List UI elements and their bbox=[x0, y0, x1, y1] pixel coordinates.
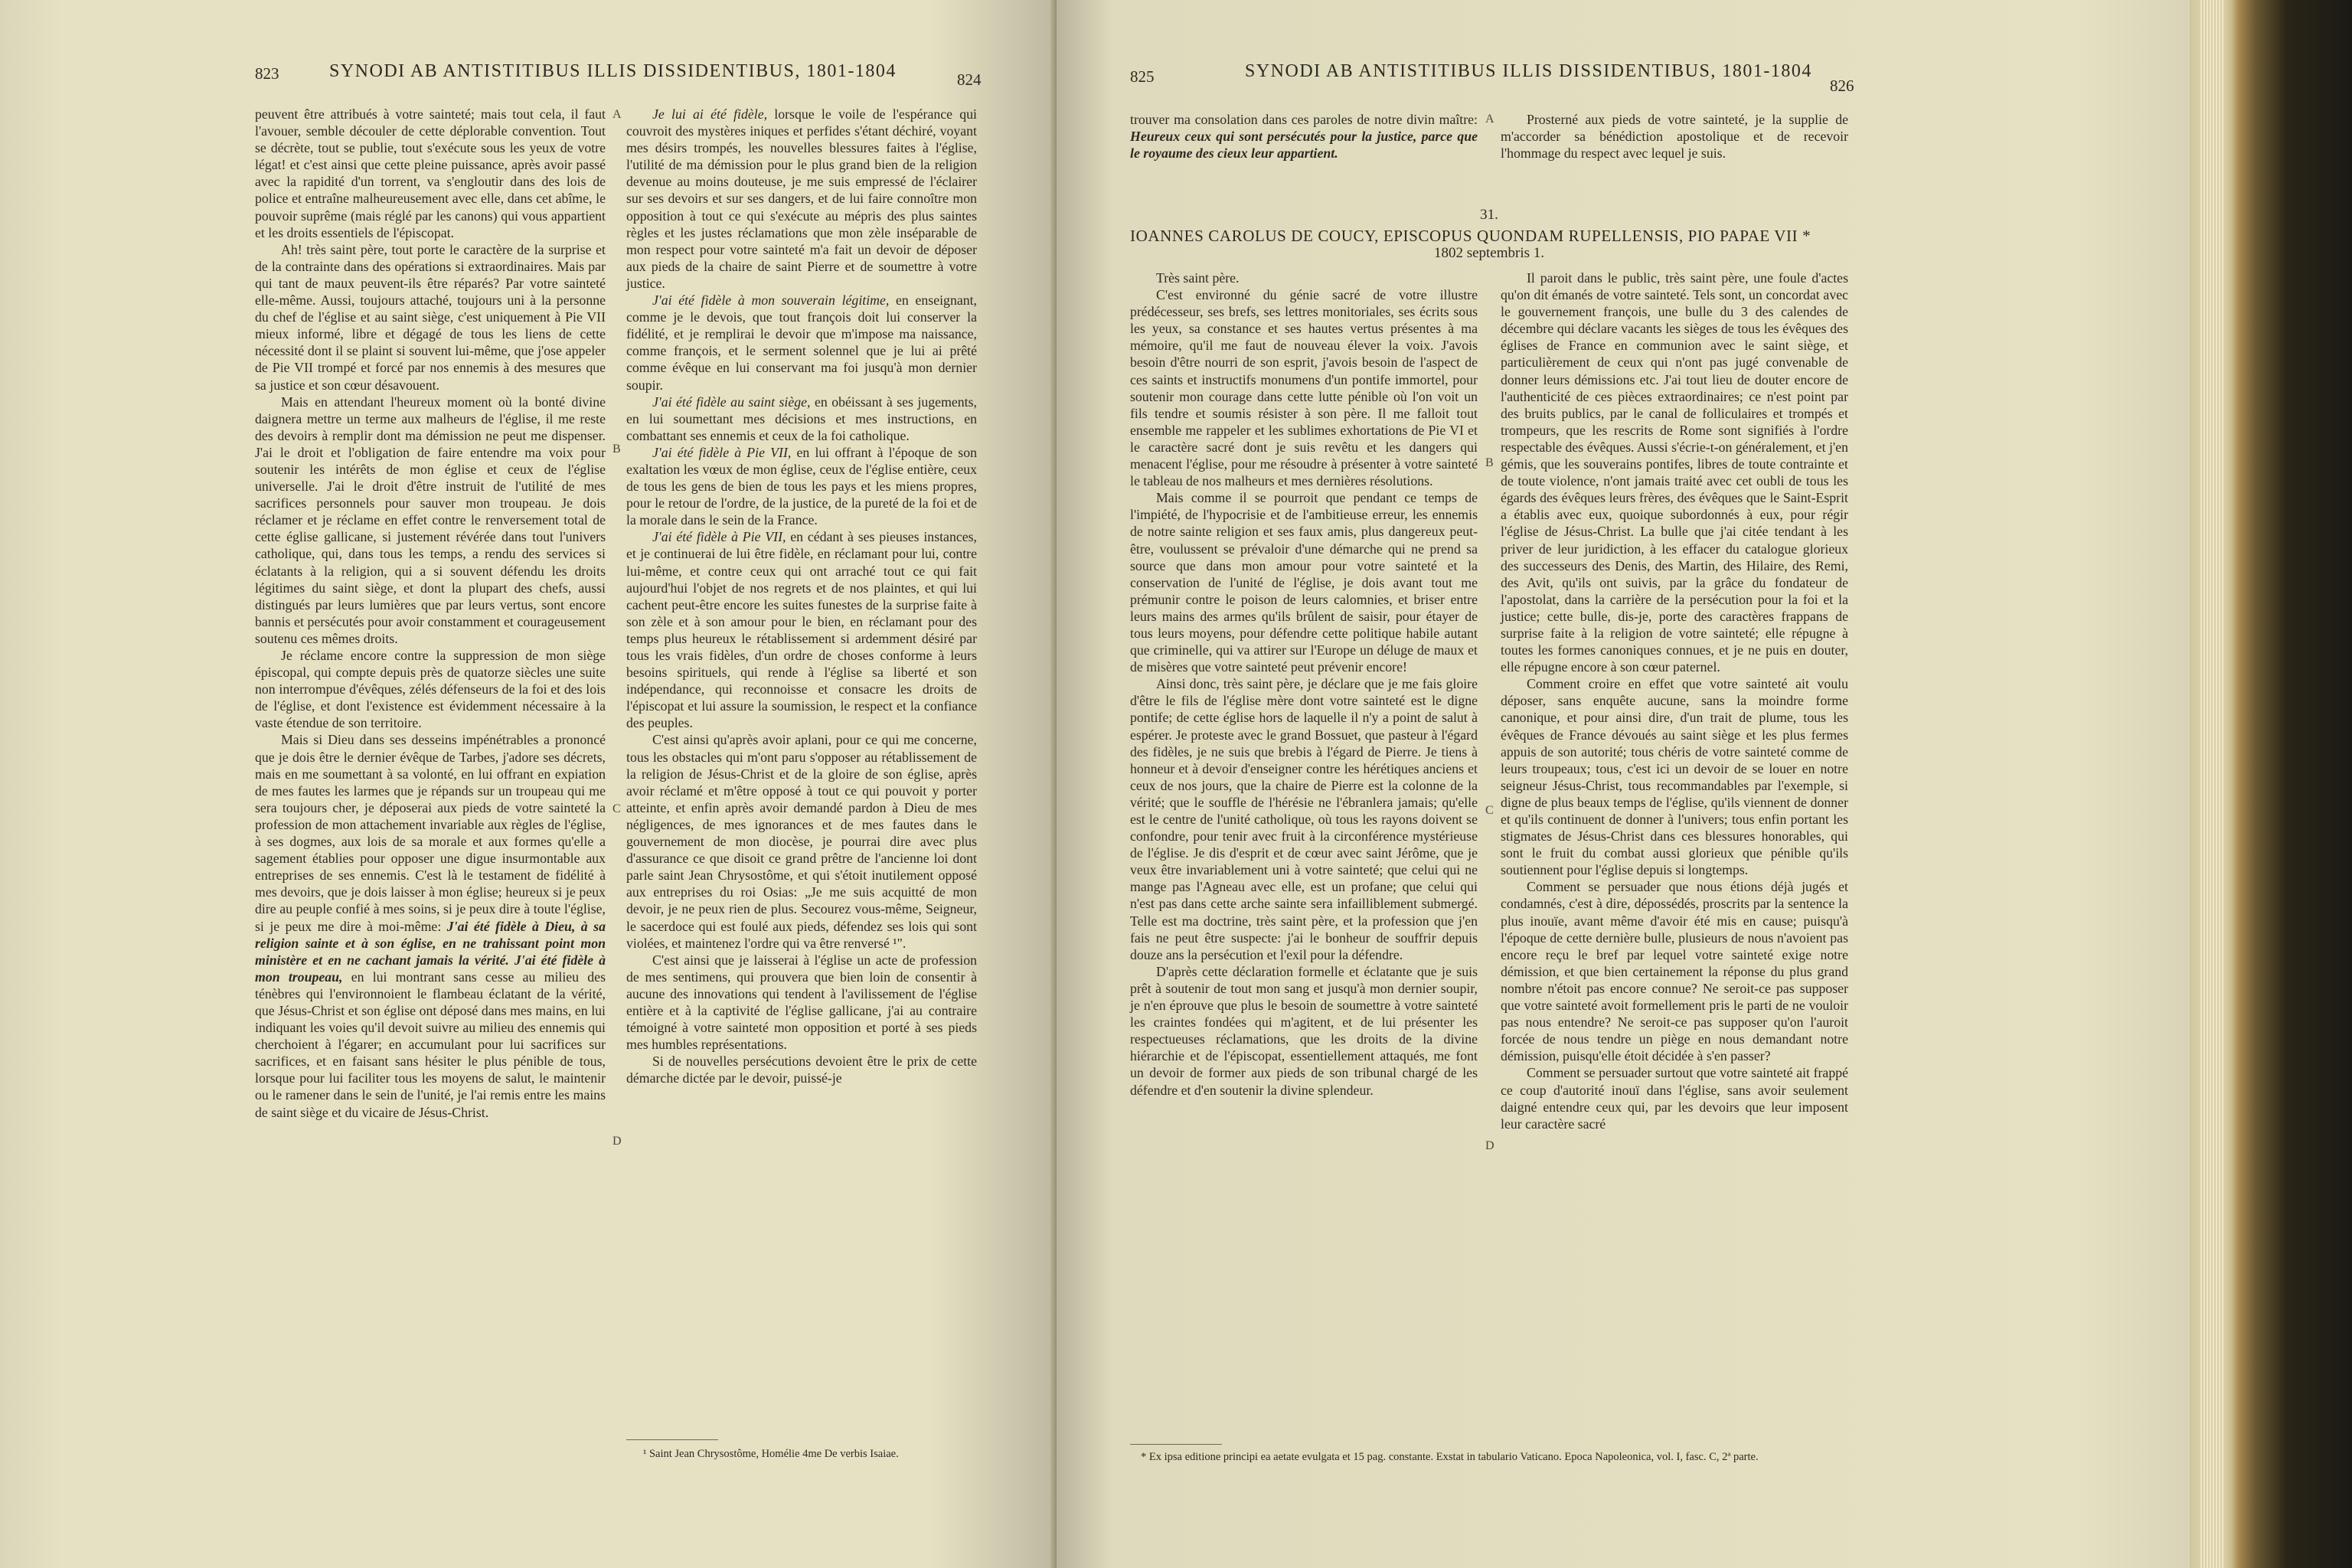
italic-quote: J'ai été fidèle à mon troupeau, bbox=[255, 952, 606, 985]
paragraph: Ainsi donc, très saint père, je déclare que je me fais gloire d'être le fils de l'église mère dont votre sainteté est le digne pontife; de cette église hors de laquelle il n'y a point de salut à espérer. Je proteste avec le grand Bossuet, que pasteur à l'égard des fidèles, je ne suis que brebis à l'égard de Pierre. Je tiens à honneur et à devoir d'enseigner contre les hérétiques anciens et ceux de nos jours, que la chaire de Pierre est la colonne de la vérité; que le souffle de l'hérésie ne l'ébranlera jamais; qu'elle est le centre de l'unité catholique, où tous les rayons doivent se confondre, pour tenir avec fruit à la circonférence mystérieuse de l'église. Je dis d'esprit et de cœur avec saint Jérôme, que je veux être invariablement uni à votre sainteté; que celui qui ne mange pas l'Agneau avec elle, est un profane; que celui qui n'est pas dans cette arche sainte sera infailliblement submergé. Telle est ma doctrine, très saint père, et la profession que j'en fais ne peut être suspecte: j'ai le bonheur de souffrir depuis douze ans la persécution et l'exil pour la défendre. bbox=[1130, 676, 1478, 962]
margin-letter-d: D bbox=[1485, 1139, 1494, 1152]
page-number-right: 826 bbox=[1830, 77, 1854, 95]
paragraph-text: en enseignant, comme je le devois, que tout françois doit lui conserver la fidélité, et je remplirai le devoir que m'impose ma naissance, comme françois, et le serment solennel que je lui ai prêté comme évêque en lui conservant ma foi jusqu'à mon dernier soupir. bbox=[626, 292, 977, 393]
paragraph: C'est ainsi que je laisserai à l'église un acte de profession de mes sentimens, qui prouvera que bien loin de consentir à aucune des innovations qui tendent à l'avilissement de l'église entière et à la captivité de l'église gallicane, j'ai au contraire témoigné à votre sainteté mon opposition et porté à ses pieds mes humbles représentations. bbox=[626, 952, 977, 1053]
paragraph bbox=[626, 292, 977, 394]
paragraph-text: lorsque le voile de l'espérance qui couvroit des mystères iniques et perfides s'étant déchiré, voyant mes désirs trompés, les nouvelles blessures faites à l'église, l'utilité de ma démission pour le plus grand bien de la religion devenue au moins douteuse, je me suis empressé de l'éclairer sur ses devoirs et sur ses dangers, et de lui faire connoître mon opposition à tout ce qui s'exécute au mépris des plus saintes règles et les justes réclamations que mon zèle inséparable de mon respect pour votre sainteté m'a fait un devoir de déposer aux pieds de la chaire de saint Pierre et de soumettre à votre justice. bbox=[626, 106, 977, 291]
document-date: 1802 septembris 1. bbox=[1433, 245, 1545, 261]
margin-letter-d: D bbox=[612, 1135, 622, 1148]
right-column-2 bbox=[1501, 270, 1848, 1132]
salutation: Très saint père. bbox=[1156, 270, 1240, 286]
paragraph-text: trouver ma consolation dans ces paroles de notre divin maître: bbox=[1130, 112, 1478, 127]
paragraph: Prosterné aux pieds de votre sainteté, je la supplie de m'accorder sa bénédiction apostolique et de recevoir l'hommage du respect avec lequel je suis. bbox=[1501, 112, 1848, 162]
margin-letter-c: C bbox=[612, 802, 621, 815]
italic-phrase: J'ai été fidèle à mon souverain légitime, bbox=[652, 292, 890, 309]
paragraph: C'est environné du génie sacré de votre illustre prédécesseur, ses brefs, ses lettres monitoriales, ses écrits sous les yeux, sa constance et ses hautes vertus présentes à ma mémoire, qu'il me faut de nouveau élever la voix. J'avois besoin d'être nourri de son esprit, j'avois besoin de l'aspect de ces saints et instructifs monumens d'un pontife immortel, pour soutenir mon courage dans cette lutte pénible où l'on voit un fils tendre et soumis résister à son père. Il me falloit tout ensemble me rappeler et les sublimes exhortations de Pie VI et le caractère sacré dont je suis revêtu et les dangers qui menacent l'église, pour me résoudre à présenter à votre sainteté le tableau de nos malheurs et mes dernières résolutions. bbox=[1130, 287, 1478, 489]
paragraph bbox=[255, 731, 606, 1120]
book-page-edge bbox=[2190, 0, 2352, 1568]
document-title: IOANNES CAROLUS DE COUCY, EPISCOPUS QUONDAM RUPELLENSIS, PIO PAPAE VII * bbox=[1130, 227, 1811, 245]
paragraph: Mais comme il se pourroit que pendant ce temps de l'impiété, de l'hypocrisie et de l'ambitieuse erreur, les ennemis de notre sainte religion et ses faux amis, plus dangereux peut-être, voulussent se prévaloir d'une démarche qui ne prend sa source que dans mon amour pour votre sainteté et la conservation de l'unité de l'église, je dois avant tout me prémunir contre le poison de leurs calomnies, et briser entre leurs mains des armes qu'ils brûlent de saisir, pour étayer de tous leurs moyens, pour défendre cette politique habile autant que criminelle, qui va attirer sur l'Europe un déluge de maux et de misères que votre sainteté peut prévenir encore! bbox=[1130, 490, 1478, 675]
paragraph-text: en cédant à ses pieuses instances, et je continuerai de lui être fidèle, en réclamant pour lui, contre lui-même, et contre ceux qui ont arraché tout ce qui fait aujourd'hui l'objet de nos regrets et de nos plaintes, et qui lui cachent peut-être encore les suites funestes de la surprise faite à son zèle et à son amour pour le bien, en réclamant pour des temps plus heureux le rétablissement si ardemment désiré par tous les vrais fidèles, d'un ordre de choses conforme à leurs besoins spirituels, qui rende à l'église sa liberté et son indépendance, qui reconnoisse et consacre les droits de l'épiscopat et lui assure la soumission, le respect et la confiance des peuples. bbox=[626, 529, 977, 731]
paragraph: Ah! très saint père, tout porte le caractère de la surprise et de la contrainte dans des opérations si extraordinaires. Mais par qui tant de maux peuvent-ils être réparés? Par votre sainteté elle-même. Aussi, toujours attaché, toujours uni à la personne du chef de l'église et au saint siège, c'est uniquement à Pie VII mieux informé, libre et dégagé de tous les liens de cette nécessité dont il se plaint si souvent lui-même, que j'ose appeler de Pie VII trompé et forcé par nos ennemis à des mesures que sa justice et son cœur désavouent. bbox=[255, 241, 606, 393]
paragraph bbox=[626, 394, 977, 444]
paragraph: Comment se persuader que nous étions déjà jugés et condamnés, c'est à dire, dépossédés, proscrits par la sentence la plus inouïe, avant même d'avoir été mis en cause; puisqu'à l'époque de cette dernière bulle, plusieurs de nous n'avoient pas encore reçu le bref par lequel votre sainteté exige notre démission, et que bien certainement la réponse du plus grand nombre n'étoit pas encore connue? Ne seroit-ce pas supposer que votre sainteté avoit formellement pris le parti de ne vouloir pas nous entendre? Ne seroit-ce pas supposer qu'on l'auroit forcée de nous tendre un piège en nous demandant notre démission, puisqu'elle étoit décidée à s'en passer? bbox=[1501, 879, 1848, 1064]
paragraph: Il paroit dans le public, très saint père, une foule d'actes qu'on dit émanés de votre sainteté. Tels sont, un concordat avec le gouvernement françois, une bulle du 3 des calendes de décembre qui déclare vacants les sièges de tous les évêques des églises de France en communion avec le saint siège, et particulièrement de ceux qui n'ont pas jugé convenable de donner leurs démissions etc. J'ai tout lieu de douter encore de l'authenticité de ces pièces extraordinaires; ce n'est point par des bruits publics, par le canal de folliculaires et trompés et trompeurs, que les rescrits de Rome sont signifiés à l'ordre respectable des évêques. Aussi s'écrie-t-on généralement, et j'en gémis, que les souverains pontifes, libres de toute contrainte et de toute violence, n'ont jamais traité avec cet oubli de tous les égards des évêques leurs frères, des évêques que le Saint-Esprit a établis avec eux, quoique subordonnés à eux, pour régir l'église de Jésus-Christ. La bulle que j'ai citée tendant à les priver de leur juridiction, à les effacer du catalogue glorieux des successeurs des Denis, des Martin, des Hilaire, des Remi, des Avit, qu'ils ont suivis, par la grâce du fondateur de l'apostolat, dans la carrière de la persécution pour la foi et la justice; cette bulle, dis-je, porte des caractères frappans de surprise faite à la religion de votre sainteté; elle répugne à toutes les formes canoniques connues, et je ne puis en douter, elle répugne encore à son cœur paternel. bbox=[1501, 270, 1848, 675]
paragraph: Si de nouvelles persécutions devoient être le prix de cette démarche dictée par le devoir, puissé-je bbox=[626, 1054, 977, 1086]
right-top-column-1 bbox=[1130, 111, 1478, 162]
right-column-1 bbox=[1130, 270, 1478, 1099]
right-page bbox=[1057, 0, 2190, 1568]
footnote-right: * Ex ipsa editione principi ea aetate evulgata et 15 pag. constante. Exstat in tabulario Vaticano. Epoca Napoleonica, vol. I, fasc. C, 2ª parte. bbox=[1141, 1451, 1759, 1463]
left-column-1 bbox=[255, 106, 606, 1121]
footnote-rule bbox=[626, 1439, 718, 1440]
paragraph-text: en lui offrant à l'époque de son exaltation les vœux de mon église, ceux de l'église entière, ceux de tous les gens de bien de tous les pays et les miens propres, pour le retour de l'ordre, de la justice, de la pureté de la foi et de la morale dans le sein de la France. bbox=[626, 444, 977, 528]
margin-letter-b: B bbox=[1485, 456, 1494, 469]
paragraph-text: en lui montrant sans cesse au milieu des ténèbres qui l'environnoient le flambeau éclatant de la vérité, que Jésus-Christ et son église ont déposé dans mes mains, en lui indiquant les voies qu'il devoit suivre au milieu des ennemis qui cherchoient à l'égarer; en accumulant pour lui sacrifices sur sacrifices, et en faisant sans hésiter le plus pénible de tous, lorsque pour lui faciliter tous les moyens de salut, le maintenir ou le ramener dans le sein de l'unité, je l'ai remis entre les mains de saint siège et du vicaire de Jésus-Christ. bbox=[255, 969, 606, 1120]
italic-quote: Heureux ceux qui sont persécutés pour la justice, parce que le royaume des cieux leur appartient. bbox=[1130, 129, 1478, 162]
paragraph: Comment croire en effet que votre sainteté ait voulu déposer, sans enquête aucune, sans la moindre forme canonique, et pour ainsi dire, d'un trait de plume, tous les évêques de France dévoués au saint siège et les plus fermes appuis de son autorité; tous chéris de votre sainteté comme de leurs troupeaux; tous, c'est ici un devoir de se louer en notre seigneur Jésus-Christ, tous recommandables par l'exemple, si digne de plus beaux temps de l'église, qu'ils viennent de donner et qu'ils continuent de donner à l'univers; tous enfin portant les stigmates de Jésus-Christ dans ces blessures honorables, qui sont le fruit du combat aussi glorieux que pénible qu'ils soutiennent pour l'église depuis si longtemps. bbox=[1501, 676, 1848, 878]
right-top-column-2 bbox=[1501, 111, 1848, 162]
footnote-left: ¹ Saint Jean Chrysostôme, Homélie 4me De verbis Isaiae. bbox=[643, 1448, 899, 1460]
paragraph bbox=[626, 444, 977, 528]
page-number-right-left: 825 bbox=[1130, 67, 1155, 86]
running-head-left: SYNODI AB ANTISTITIBUS ILLIS DISSIDENTIBUS, 1801-1804 bbox=[329, 61, 897, 81]
paragraph-text: Mais si Dieu dans ses desseins impénétrables a prononcé que je dois être le dernier évêque de Tarbes, j'adore ses décrets, mais en me soumettant à sa volonté, en lui offrant en expiation de mes fautes les larmes que je répands sur un troupeau qui me sera toujours cher, je déposerai aux pieds de votre sainteté la profession de mon attachement invariable aux règles de l'église, à ses dogmes, aux lois de sa morale et aux formes qu'elle a sagement établies pour opposer une digue insurmontable aux entreprises de ses ennemis. C'est là le testament de fidélité à mes devoirs, que je dois laisser à mon église; heureux si je peux dire au peuple confié à mes soins, si je peux dire à toute l'église, si je peux me dire à moi-même: bbox=[255, 732, 606, 934]
paragraph-text: en obéissant à ses jugements, en lui soumettant mes décisions et mes instructions, en combattant ses ennemis et ceux de la foi catholique. bbox=[626, 394, 977, 443]
document-number: 31. bbox=[1480, 207, 1498, 223]
italic-phrase: Je lui ai été fidèle, bbox=[652, 106, 768, 122]
left-page bbox=[0, 0, 1057, 1568]
margin-letter-c: C bbox=[1485, 804, 1494, 817]
italic-phrase: J'ai été fidèle à Pie VII, bbox=[652, 444, 792, 460]
footnote-rule bbox=[1130, 1444, 1222, 1445]
page-number-left-right: 824 bbox=[957, 70, 982, 89]
paragraph: peuvent être attribués à votre sainteté; mais tout cela, il faut l'avouer, semble découler de cette déplorable convention. Tout se décrète, tout se publie, tout s'exécute sous les yeux de votre légat! et c'est ainsi que cette pleine puissance, après avoir passé avec la rapidité d'un torrent, va s'engloutir dans des lois de police et entraîne malheureusement avec elle, dans cet abîme, le pouvoir suprême (mais réglé par les canons) qui vous appartient et les droits essentiels de l'épiscopat. bbox=[255, 106, 606, 240]
margin-letter-b: B bbox=[612, 443, 621, 456]
page-number-left: 823 bbox=[255, 64, 279, 83]
paragraph: Mais en attendant l'heureux moment où la bonté divine daignera mettre un terme aux malheurs de l'église, il me reste des devoirs à remplir dont ma démission ne peut me dispenser. J'ai le droit et l'obligation de faire entendre ma voix pour soutenir les intérêts de mon église et ceux de l'église universelle. J'ai le droit d'être instruit de l'utilité de mes sacrifices personnels pour sauver mon troupeau. Je dois réclamer et je réclame en effet contre le renversement total de cette église gallicane, si justement révérée dans tout l'univers catholique, qui, dans tous les temps, a rendu des services si éclatants à la religion, qui a si souvent défendu les droits légitimes du saint siège, et dont la plupart des chefs, aussi distingués par leurs lumières que par leurs vertus, sont encore bannis et persécutés pour avoir constamment et courageusement soutenu ces mêmes droits. bbox=[255, 394, 606, 646]
paragraph: Comment se persuader surtout que votre sainteté ait frappé ce coup d'autorité inouï dans l'église, sans avoir seulement daigné entendre ceux qui, par les devoirs que leur imposent leur caractère sacré bbox=[1501, 1065, 1848, 1132]
italic-phrase: J'ai été fidèle au saint siège, bbox=[652, 394, 811, 410]
paragraph: C'est ainsi qu'après avoir aplani, pour ce qui me concerne, tous les obstacles qui m'ont paru s'opposer au rétablissement de la religion de Jésus-Christ et de la gloire de son église, après avoir réclamé et m'être opposé à tout ce qui pouvoit y porter atteinte, et enfin après avoir demandé pardon à Dieu de mes négligences, de mes ignorances et de mes fautes dans le gouvernement de mon diocèse, je pourrai dire avec plus d'assurance ce que disoit ce grand prêtre de l'ancienne loi dont parle saint Jean Chrysostôme, et qui s'étoit inutilement opposé aux entreprises du roi Osias: „Je me suis acquitté de mon devoir, je ne peux rien de plus. Secourez vous-même, Seigneur, le sacerdoce qui est foulé aux pieds, défendez ses lois qui sont violées, et maintenez l'ordre qui va être renversé ¹". bbox=[626, 732, 977, 951]
paragraph bbox=[626, 106, 977, 292]
paragraph: Je réclame encore contre la suppression de mon siège épiscopal, qui compte depuis près de quatorze siècles une suite non interrompue d'évêques, zélés défenseurs de la foi et des lois de l'église, et dont l'existence est évidemment nécessaire à la vaste étendue de son territoire. bbox=[255, 648, 606, 731]
left-column-2 bbox=[626, 106, 977, 1086]
paragraph bbox=[1130, 111, 1478, 162]
italic-phrase: J'ai été fidèle à Pie VII, bbox=[652, 529, 786, 545]
margin-letter-a: A bbox=[1485, 113, 1494, 126]
italic-quote: J'ai été fidèle à Dieu, à sa religion sainte et à son église, en ne trahissant point mon ministère et en ne cachant jamais la vérité. bbox=[255, 918, 606, 968]
running-head-right: SYNODI AB ANTISTITIBUS ILLIS DISSIDENTIBUS, 1801-1804 bbox=[1245, 61, 1812, 81]
paragraph: D'après cette déclaration formelle et éclatante que je suis prêt à soutenir de tout mon sang et jusqu'à mon dernier soupir, je n'en éprouve que plus le besoin de soumettre à votre sainteté les craintes fondées qui m'agitent, et de lui présenter les respectueuses réclamations, que les droits de la divine hiérarchie et de l'épiscopat, essentiellement attaqués, me font un devoir de former aux pieds de son tribunal chargé de les défendre et d'en soutenir la divine splendeur. bbox=[1130, 963, 1478, 1098]
paragraph bbox=[626, 528, 977, 731]
page-stack bbox=[2200, 0, 2223, 1568]
margin-letter-a: A bbox=[612, 108, 622, 121]
